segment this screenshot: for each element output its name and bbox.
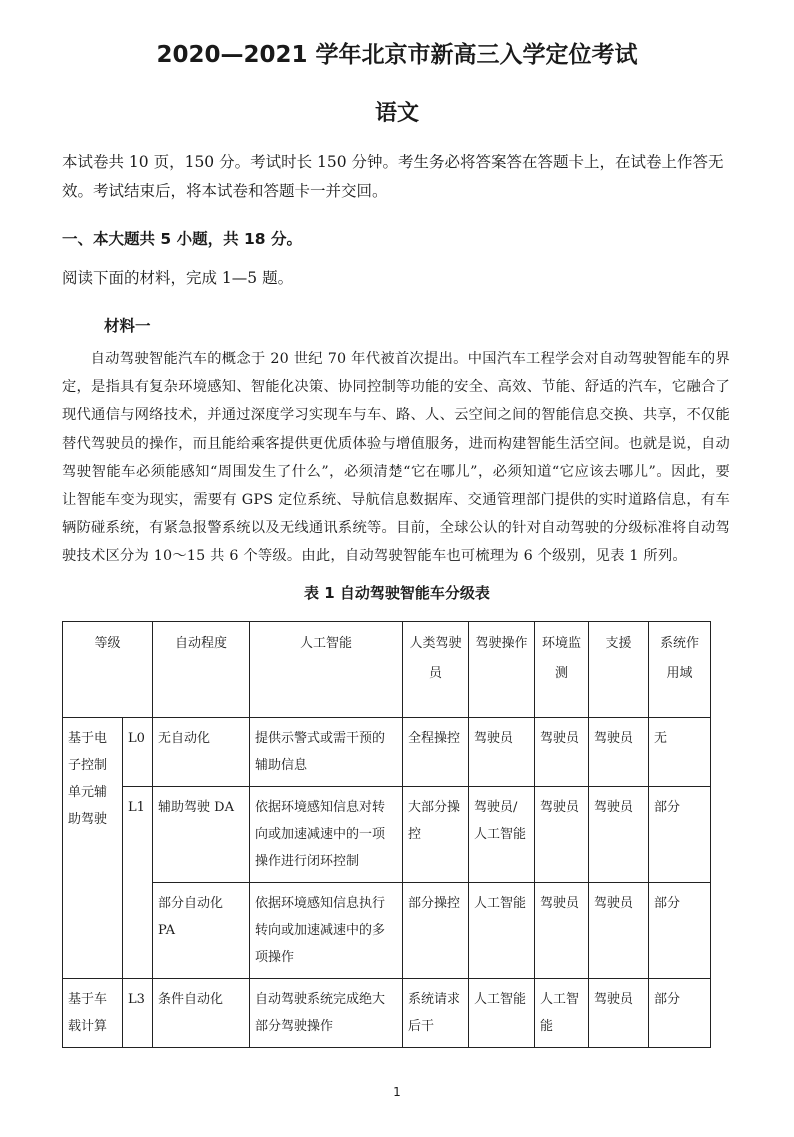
level-cell: L0 (123, 718, 153, 787)
table-header-row (63, 622, 711, 718)
level-cell: L3 (123, 979, 153, 1048)
table-row (63, 787, 711, 883)
system-domain-cell: 部分 (649, 979, 711, 1048)
support-cell: 驾驶员 (589, 718, 649, 787)
ai-cell: 提供示警式或需干预的辅助信息 (250, 718, 403, 787)
table-row (63, 979, 711, 1048)
header-automation: 自动程度 (153, 622, 250, 718)
support-cell: 驾驶员 (589, 979, 649, 1048)
section-heading: 一、本大题共 5 小题，共 18 分。 (62, 230, 302, 248)
automation-cell: 条件自动化 (153, 979, 250, 1048)
exam-instructions: 本试卷共 10 页，150 分。考试时长 150 分钟。考生务必将答案答在答题卡上，在试卷上作答无效。考试结束后，将本试卷和答题卡一并交回。 (62, 153, 724, 200)
header-driving-op: 驾驶操作 (469, 622, 535, 718)
grading-table (62, 621, 711, 1048)
driving-op-cell: 驾驶员/人工智能 (469, 787, 535, 883)
page-number: 1 (393, 1085, 401, 1099)
subject-title: 语文 (374, 101, 419, 126)
driving-op-cell: 人工智能 (469, 883, 535, 979)
human-driver-cell: 系统请求后干 (403, 979, 469, 1048)
driving-op-cell: 驾驶员 (469, 718, 535, 787)
system-domain-cell: 无 (649, 718, 711, 787)
material-text: 自动驾驶智能汽车的概念于 20 世纪 70 年代被首次提出。中国汽车工程学会对自动驾驶智能车的界定，是指具有复杂环境感知、智能化决策、协同控制等功能的安全、高效、节能、舒适的汽车，它融合了现代通信与网络技术，并通过深度学习实现车与车、路、人、云空间之间的智能信息交换、共享，不仅能替代驾驶员的操作，而且能给乘客提供更优质体验与增值服务，进而构建智能生活空间。也就是说，自动驾驶智能车必须能感知“周围发生了什么”，必须清楚“它在哪儿”，必须知道“它应该去哪儿”。因此，要让智能车变为现实，需要有 GPS 定位系统、导航信息数据库、交通管理部门提供的实时道路信息，有车辆防碰系统，有紧急报警系统以及无线通讯系统等。目前，全球公认的针对自动驾驶的分级标准将自动驾驶技术区分为 10～15 共 6 个等级。由此，自动驾驶智能车也可梳理为 6 个级别，见表 1 所列。 (62, 351, 730, 565)
env-monitor-cell: 人工智能 (535, 979, 589, 1048)
reading-prompt: 阅读下面的材料，完成 1—5 题。 (62, 269, 294, 287)
header-human-driver: 人类驾驶员 (403, 622, 469, 718)
system-domain-cell: 部分 (649, 787, 711, 883)
header-env-monitor: 环境监测 (535, 622, 589, 718)
human-driver-cell: 部分操控 (403, 883, 469, 979)
system-domain-cell: 部分 (649, 883, 711, 979)
automation-cell: 部分自动化 PA (153, 883, 250, 979)
group-cell: 基于车载计算 (63, 979, 123, 1048)
table-caption: 表 1 自动驾驶智能车分级表 (304, 584, 490, 602)
support-cell: 驾驶员 (589, 787, 649, 883)
driving-op-cell: 人工智能 (469, 979, 535, 1048)
header-grade: 等级 (63, 622, 153, 718)
human-driver-cell: 大部分操控 (403, 787, 469, 883)
header-ai: 人工智能 (250, 622, 403, 718)
header-support: 支援 (589, 622, 649, 718)
ai-cell: 依据环境感知信息对转向或加速减速中的一项操作进行闭环控制 (250, 787, 403, 883)
env-monitor-cell: 驾驶员 (535, 883, 589, 979)
support-cell: 驾驶员 (589, 883, 649, 979)
automation-cell: 辅助驾驶 DA (153, 787, 250, 883)
env-monitor-cell: 驾驶员 (535, 787, 589, 883)
ai-cell: 依据环境感知信息执行转向或加速减速中的多项操作 (250, 883, 403, 979)
env-monitor-cell: 驾驶员 (535, 718, 589, 787)
header-system-domain: 系统作用域 (649, 622, 711, 718)
page-title: 2020—2021 学年北京市新高三入学定位考试 (156, 42, 638, 68)
level-cell: L1 (123, 787, 153, 979)
table-row (63, 718, 711, 787)
automation-cell: 无自动化 (153, 718, 250, 787)
material-label: 材料一 (104, 317, 151, 335)
group-cell: 基于电子控制单元辅助驾驶 (63, 718, 123, 979)
ai-cell: 自动驾驶系统完成绝大部分驾驶操作 (250, 979, 403, 1048)
human-driver-cell: 全程操控 (403, 718, 469, 787)
table-row (63, 883, 711, 979)
